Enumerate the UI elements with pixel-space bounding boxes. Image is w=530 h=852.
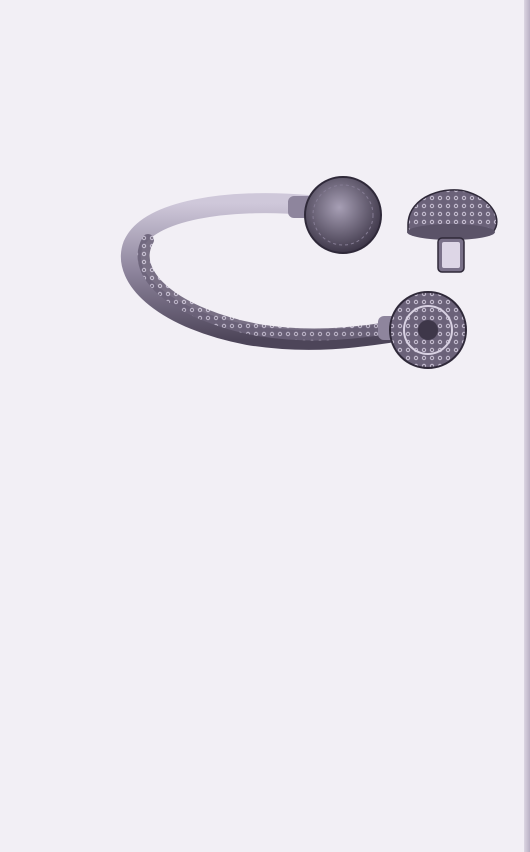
page-edge <box>524 0 530 852</box>
spur-illustration <box>108 170 500 370</box>
upper-terminal-disc <box>305 177 381 253</box>
spur-prick-detail <box>407 190 497 272</box>
